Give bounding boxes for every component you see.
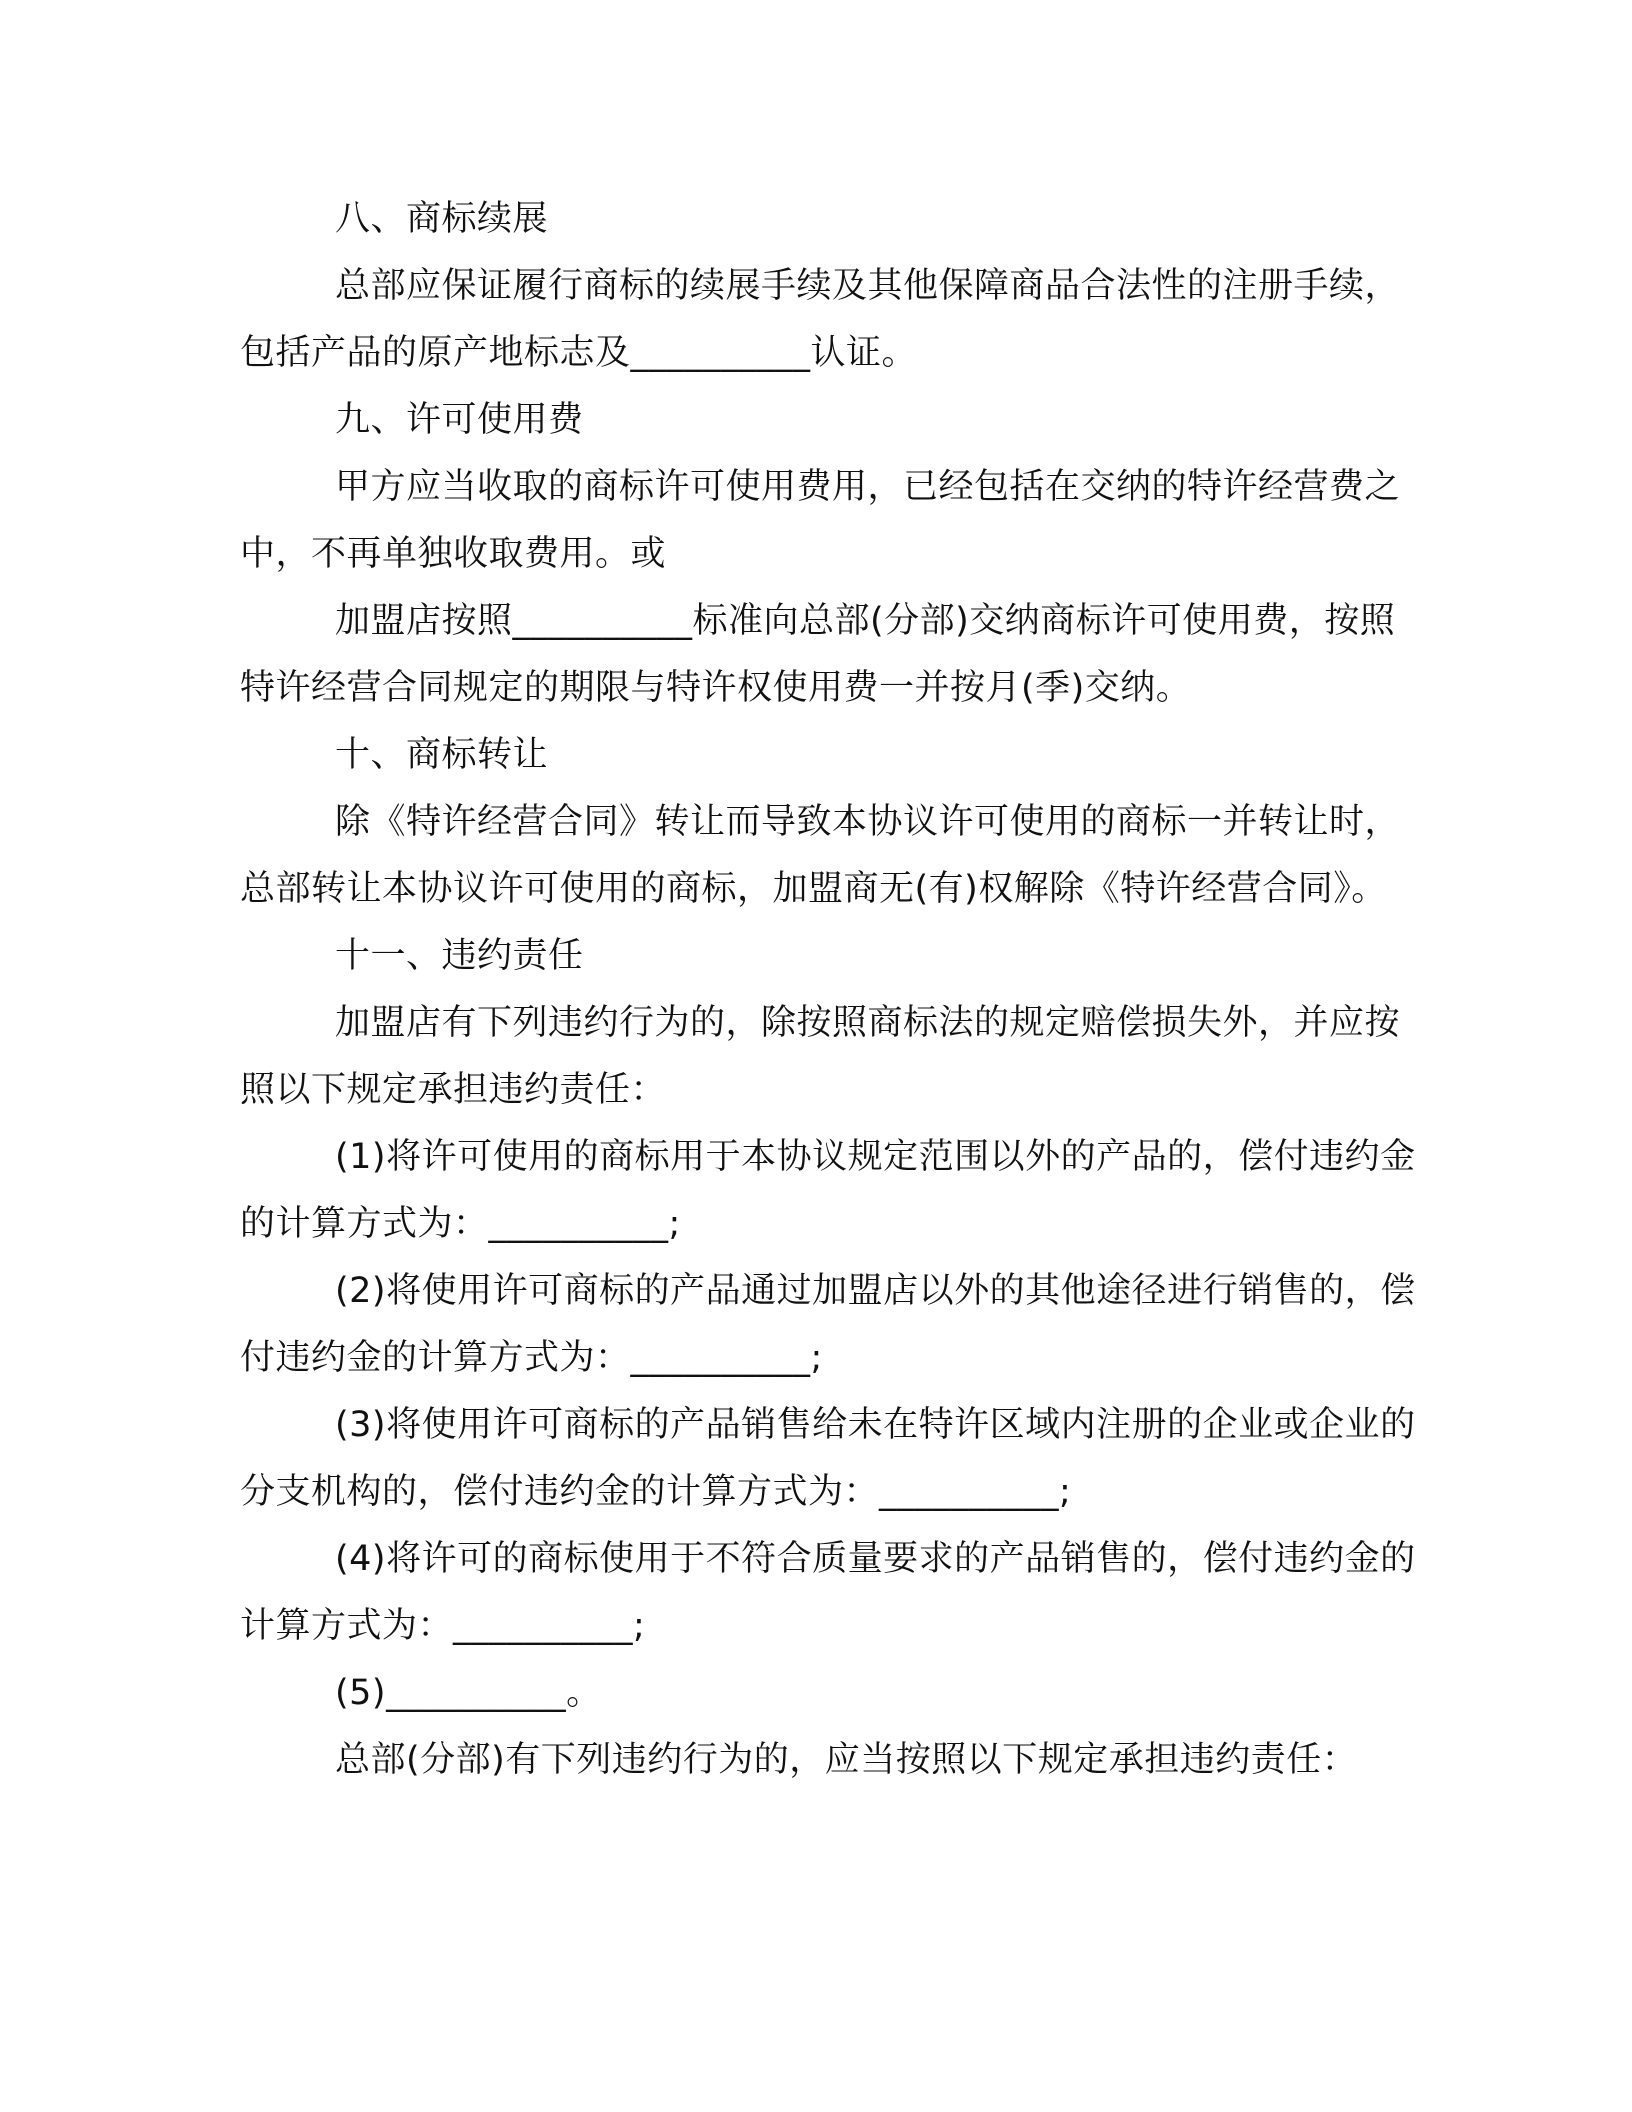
clause-item-2: (2)将使用许可商标的产品通过加盟店以外的其他途径进行销售的，偿付违约金的计算方式为：__________; [240,1271,1416,1378]
paragraph-renewal-terms: 总部应保证履行商标的续展手续及其他保障商品合法性的注册手续，包括产品的原产地标志及__________认证。 [240,266,1401,373]
paragraph-transfer-terms: 除《特许经营合同》转让而导致本协议许可使用的商标一并转让时，总部转让本协议许可使用的商标，加盟商无(有)权解除《特许经营合同》。 [240,802,1401,909]
paragraph-franchisee-breach: 加盟店有下列违约行为的，除按照商标法的规定赔偿损失外，并应按照以下规定承担违约责任： [240,1003,1401,1110]
clause-item-5: (5)__________。 [335,1673,602,1713]
heading-breach-liability: 十一、违约责任 [335,936,584,976]
clause-item-4: (4)将许可的商标使用于不符合质量要求的产品销售的，偿付违约金的计算方式为：__________; [240,1539,1416,1646]
paragraph-fee-included: 甲方应当收取的商标许可使用费用，已经包括在交纳的特许经营费之中，不再单独收取费用。或 [240,467,1401,574]
heading-license-fee: 九、许可使用费 [335,400,584,440]
clause-item-3: (3)将使用许可商标的产品销售给未在特许区域内注册的企业或企业的分支机构的，偿付违约金的计算方式为：__________; [240,1405,1416,1512]
heading-trademark-transfer: 十、商标转让 [335,735,549,775]
heading-trademark-renewal: 八、商标续展 [335,199,549,239]
document-body [240,186,1416,1794]
paragraph-fee-payment: 加盟店按照__________标准向总部(分部)交纳商标许可使用费，按照特许经营合同规定的期限与特许权使用费一并按月(季)交纳。 [240,601,1396,708]
paragraph-headquarters-breach: 总部(分部)有下列违约行为的，应当按照以下规定承担违约责任： [335,1740,1358,1780]
clause-item-1: (1)将许可使用的商标用于本协议规定范围以外的产品的，偿付违约金的计算方式为：__________; [240,1137,1416,1244]
